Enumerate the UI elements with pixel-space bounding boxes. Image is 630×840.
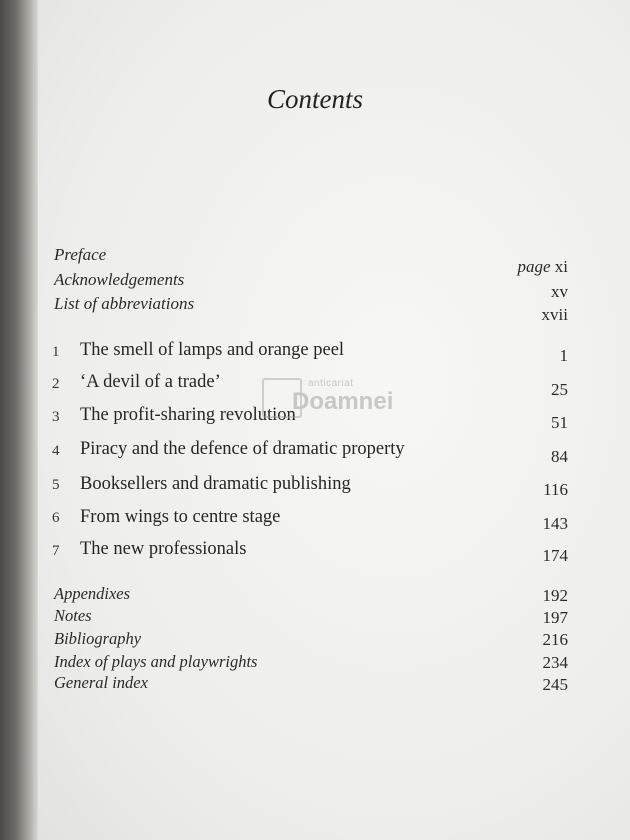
chapter-title: Booksellers and dramatic publishing [80,474,351,494]
chapter-title: The new professionals [80,539,247,559]
watermark-small-text: anticariat [308,378,354,389]
toc-page-index-plays: 234 [542,653,568,672]
chapter-title: From wings to centre stage [80,507,281,527]
chapter-page: 25 [551,380,568,399]
toc-page-acknowledgements: xv [551,282,568,301]
toc-entry-index-plays: Index of plays and playwrights [54,652,258,671]
chapter-number: 5 [52,477,60,493]
chapter-title: Piracy and the defence of dramatic property [80,439,405,459]
chapter-number: 6 [52,510,60,526]
chapter-number: 4 [52,443,60,459]
toc-page-general-index: 245 [542,675,568,694]
book-binding-edge [0,0,38,840]
page-title: Contents [266,84,363,114]
chapter-page: 84 [551,447,568,466]
toc-entry-acknowledgements: Acknowledgements [54,270,185,289]
toc-entry-preface: Preface [54,245,107,264]
toc-page-bibliography: 216 [542,630,568,649]
toc-page-appendixes: 192 [542,586,568,605]
chapter-page: 174 [542,546,568,565]
toc-entry-bibliography: Bibliography [54,629,142,648]
chapter-number: 1 [52,344,60,360]
toc-entry-notes: Notes [54,606,92,625]
toc-page-notes: 197 [542,608,568,627]
toc-entry-abbreviations: List of abbreviations [54,294,195,313]
chapter-title: The profit-sharing revolution [80,405,296,425]
toc-page-abbreviations: xvii [541,305,568,324]
toc-entry-appendixes: Appendixes [54,584,131,603]
toc-entry-general-index: General index [54,673,148,692]
chapter-title: The smell of lamps and orange peel [80,340,345,360]
chapter-number: 7 [52,543,60,559]
chapter-page: 116 [543,480,568,499]
chapter-number: 3 [52,409,60,425]
chapter-page: 51 [551,413,568,432]
toc-page-preface: page xi [517,257,568,276]
chapter-title: ‘A devil of a trade’ [80,372,221,392]
chapter-page: 143 [542,514,568,533]
chapter-page: 1 [559,346,568,365]
watermark-big-text: Doamnei [292,388,394,415]
chapter-number: 2 [52,376,60,392]
